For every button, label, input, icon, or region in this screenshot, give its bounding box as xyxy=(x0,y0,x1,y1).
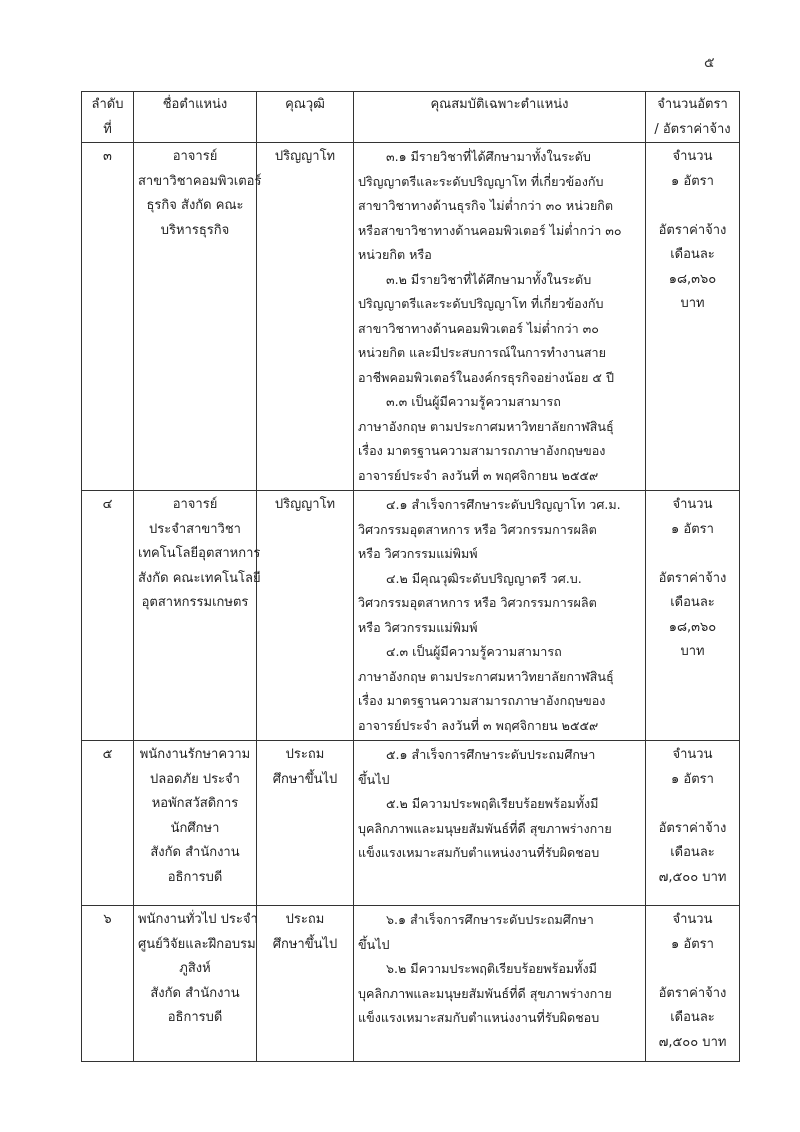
specific-qualification-line: ๓.๒ มีรายวิชาที่ได้ศึกษามาทั้งในระดับ xyxy=(386,271,592,287)
table-body xyxy=(82,143,740,1062)
rate-amount: ๑๘,๓๖๐ xyxy=(668,271,717,287)
specific-qualification-line: ๓.๓ เป็นผู้มีความรู้ความสามารถ xyxy=(386,394,561,409)
rate xyxy=(646,491,740,741)
qualification xyxy=(257,143,354,491)
rate-count: ๑ อัตรา xyxy=(671,771,714,787)
rate-count-label: จำนวน xyxy=(672,747,713,762)
rate xyxy=(646,906,740,1062)
qualification xyxy=(257,491,354,741)
rate xyxy=(646,741,740,906)
rate-amount: ๑๘,๓๖๐ xyxy=(668,619,717,635)
rate-count-label: จำนวน xyxy=(672,912,713,927)
row-number xyxy=(82,491,134,741)
position-name-line: สาขาวิชาคอมพิวเตอร์ xyxy=(138,173,262,189)
specific-qualification-line: ภาษาอังกฤษ ตามประกาศมหาวิทยาลัยกาฬสินธุ์ xyxy=(358,418,614,434)
specific-qualification-line: ๔.๒ มีคุณวุฒิระดับปริญญาตรี วศ.บ. xyxy=(386,570,582,586)
position-name-line: อธิการบดี xyxy=(167,869,223,885)
rate-amount: ๗,๕๐๐ บาท xyxy=(658,1034,727,1050)
specific-qualification-line: อาจารย์ประจำ ลงวันที่ ๓ พฤศจิกายน ๒๕๕๙ xyxy=(358,717,599,733)
rate-spacer xyxy=(650,194,735,219)
qualification xyxy=(257,906,354,1062)
specific-qualification-line: เรื่อง มาตรฐานความสามารถภาษาอังกฤษของ xyxy=(358,693,606,708)
position-name-line: ศูนย์วิจัยและฝึกอบรม xyxy=(138,936,256,952)
specific-qualification-line: แข็งแรงเหมาะสมกับตำแหน่งงานที่รับผิดชอบ xyxy=(358,1010,600,1025)
position-name-line: นักศึกษา xyxy=(170,820,220,836)
qualification-line: ประถม xyxy=(285,747,325,762)
rate-wage-label: อัตราค่าจ้าง xyxy=(658,820,727,836)
rate-period: เดือนละ xyxy=(670,1010,715,1025)
rate-count-label: จำนวน xyxy=(672,149,713,164)
specific-qualification-line: แข็งแรงเหมาะสมกับตำแหน่งงานที่รับผิดชอบ xyxy=(358,845,600,860)
row-number-text: ๖ xyxy=(103,912,112,927)
qualification xyxy=(257,741,354,906)
rate-wage-label: อัตราค่าจ้าง xyxy=(658,570,727,586)
position-name-line: อาจารย์ xyxy=(172,149,218,164)
row-number xyxy=(82,143,134,491)
specific-qualification-line: ๔.๑ สำเร็จการศึกษาระดับปริญญาโท วศ.ม. xyxy=(386,497,621,512)
rate-period: เดือนละ xyxy=(670,845,715,860)
position-name-line: ธุรกิจ สังกัด คณะ xyxy=(146,198,244,213)
specific-qualification-line: ๖.๑ สำเร็จการศึกษาระดับประถมศึกษา xyxy=(386,912,594,927)
header-no-line: ที่ xyxy=(103,122,112,137)
specific-qualification-line: ๕.๒ มีความประพฤติเรียบร้อยพร้อมทั้งมี xyxy=(386,796,599,811)
rate-wage-label: อัตราค่าจ้าง xyxy=(658,985,727,1001)
rate-spacer xyxy=(650,957,735,982)
position-name-line: หอพักสวัสดิการ xyxy=(151,796,239,811)
positions-table xyxy=(81,91,740,1062)
rate-period: เดือนละ xyxy=(670,595,715,610)
specific-qualification-line: หรือสาขาวิชาทางด้านคอมพิวเตอร์ ไม่ต่ำกว่า ๓๐ xyxy=(358,222,622,238)
position-name-line: ภูสิงห์ xyxy=(179,961,211,976)
specific-qualification-line: ปริญญาตรีและระดับปริญญาโท ที่เกี่ยวข้องกับ xyxy=(358,296,604,311)
specific-qualifications xyxy=(354,906,646,1062)
qualification-line: ศึกษาขึ้นไป xyxy=(272,771,338,787)
specific-qualification-line: บุคลิกภาพและมนุษยสัมพันธ์ที่ดี สุขภาพร่างกาย xyxy=(358,985,612,1001)
table-row xyxy=(82,741,740,906)
specific-qualification-line: หรือ วิศวกรรมแม่พิมพ์ xyxy=(358,546,478,561)
header-rate-line: จำนวนอัตรา xyxy=(657,97,728,112)
specific-qualification-line: ปริญญาตรีและระดับปริญญาโท ที่เกี่ยวข้องกับ xyxy=(358,173,604,189)
table-row xyxy=(82,143,740,491)
row-number-text: ๕ xyxy=(102,747,113,762)
row-number-text: ๔ xyxy=(102,497,113,512)
qualification-line: ศึกษาขึ้นไป xyxy=(272,936,338,952)
header-no xyxy=(82,92,134,143)
specific-qualification-line: สาขาวิชาทางด้านคอมพิวเตอร์ ไม่ต่ำกว่า ๓๐ xyxy=(358,320,599,336)
table-row xyxy=(82,906,740,1062)
header-qualification: คุณวุฒิ xyxy=(257,92,354,143)
rate-spacer xyxy=(650,792,735,817)
specific-qualification-line: อาจารย์ประจำ ลงวันที่ ๓ พฤศจิกายน ๒๕๕๙ xyxy=(358,467,599,483)
position-name-line: พนักงานทั่วไป ประจำ xyxy=(138,912,258,927)
position-name xyxy=(134,906,257,1062)
header-specific-qualifications: คุณสมบัติเฉพาะตำแหน่ง xyxy=(354,92,646,143)
qualification-line: ปริญญาโท xyxy=(274,149,336,164)
row-number xyxy=(82,906,134,1062)
rate-count: ๑ อัตรา xyxy=(671,173,714,189)
page-number: ๕ xyxy=(704,55,715,71)
qualification-line: ประถม xyxy=(285,912,325,927)
position-name-line: สังกัด สำนักงาน xyxy=(150,845,240,860)
header-position-name: ชื่อตำแหน่ง xyxy=(134,92,257,143)
qualification-line: ปริญญาโท xyxy=(274,497,336,512)
specific-qualification-line: ขึ้นไป xyxy=(358,936,390,952)
specific-qualification-line: อาชีพคอมพิวเตอร์ในองค์กรธุรกิจอย่างน้อย ๕ ปี xyxy=(358,369,614,385)
rate-unit: บาท xyxy=(680,644,705,659)
header-no-line: ลำดับ xyxy=(91,97,124,112)
specific-qualification-line: สาขาวิชาทางด้านธุรกิจ ไม่ต่ำกว่า ๓๐ หน่วยกิต xyxy=(358,198,614,213)
rate-count-label: จำนวน xyxy=(672,497,713,512)
position-name xyxy=(134,741,257,906)
position-name-line: เทคโนโลยีอุตสาหการ xyxy=(138,546,261,561)
specific-qualification-line: ภาษาอังกฤษ ตามประกาศมหาวิทยาลัยกาฬสินธุ์ xyxy=(358,668,614,684)
position-name xyxy=(134,143,262,491)
specific-qualification-line: ๕.๑ สำเร็จการศึกษาระดับประถมศึกษา xyxy=(386,747,596,762)
position-name-line: พนักงานรักษาความ xyxy=(139,747,251,762)
specific-qualification-line: หน่วยกิต และมีประสบการณ์ในการทำงานสาย xyxy=(358,345,606,360)
position-name-line: ปลอดภัย ประจำ xyxy=(150,771,240,787)
position-name-line: อาจารย์ xyxy=(172,497,218,512)
specific-qualification-line: ๖.๒ มีความประพฤติเรียบร้อยพร้อมทั้งมี xyxy=(386,961,597,976)
specific-qualifications xyxy=(354,143,646,491)
row-number xyxy=(82,741,134,906)
specific-qualification-line: วิศวกรรมอุตสาหการ หรือ วิศวกรรมการผลิต xyxy=(358,521,597,537)
row-number-text: ๓ xyxy=(103,149,112,164)
position-name-line: สังกัด คณะเทคโนโลยี xyxy=(138,570,261,586)
position-name-line: อธิการบดี xyxy=(167,1010,223,1025)
position-name-line: สังกัด สำนักงาน xyxy=(150,985,240,1001)
header-rate xyxy=(646,92,740,143)
specific-qualification-line: ๓.๑ มีรายวิชาที่ได้ศึกษามาทั้งในระดับ xyxy=(386,149,591,164)
specific-qualification-line: เรื่อง มาตรฐานความสามารถภาษาอังกฤษของ xyxy=(358,443,606,458)
position-name-line: อุตสาหกรรมเกษตร xyxy=(141,595,249,610)
specific-qualification-line: หน่วยกิต หรือ xyxy=(358,247,432,262)
specific-qualifications xyxy=(354,491,646,741)
position-name xyxy=(134,491,261,741)
rate-amount: ๗,๕๐๐ บาท xyxy=(658,869,727,885)
header-rate-line: / อัตราค่าจ้าง xyxy=(654,122,731,137)
rate-count: ๑ อัตรา xyxy=(671,936,714,952)
specific-qualification-line: วิศวกรรมอุตสาหการ หรือ วิศวกรรมการผลิต xyxy=(358,595,597,610)
position-name-line: ประจำสาขาวิชา xyxy=(149,521,241,537)
rate-period: เดือนละ xyxy=(670,247,715,262)
rate-spacer xyxy=(650,542,735,567)
rate xyxy=(646,143,740,491)
position-name-line: บริหารธุรกิจ xyxy=(160,222,230,238)
rate-unit: บาท xyxy=(680,296,705,311)
specific-qualification-line: บุคลิกภาพและมนุษยสัมพันธ์ที่ดี สุขภาพร่างกาย xyxy=(358,820,612,836)
specific-qualification-line: ขึ้นไป xyxy=(358,771,390,787)
specific-qualification-line: ๔.๓ เป็นผู้มีความรู้ความสามารถ xyxy=(386,644,562,659)
specific-qualifications xyxy=(354,741,646,906)
rate-wage-label: อัตราค่าจ้าง xyxy=(658,222,727,238)
specific-qualification-line: หรือ วิศวกรรมแม่พิมพ์ xyxy=(358,619,478,635)
table-header-row xyxy=(82,92,740,143)
rate-count: ๑ อัตรา xyxy=(671,521,714,537)
table-row xyxy=(82,491,740,741)
